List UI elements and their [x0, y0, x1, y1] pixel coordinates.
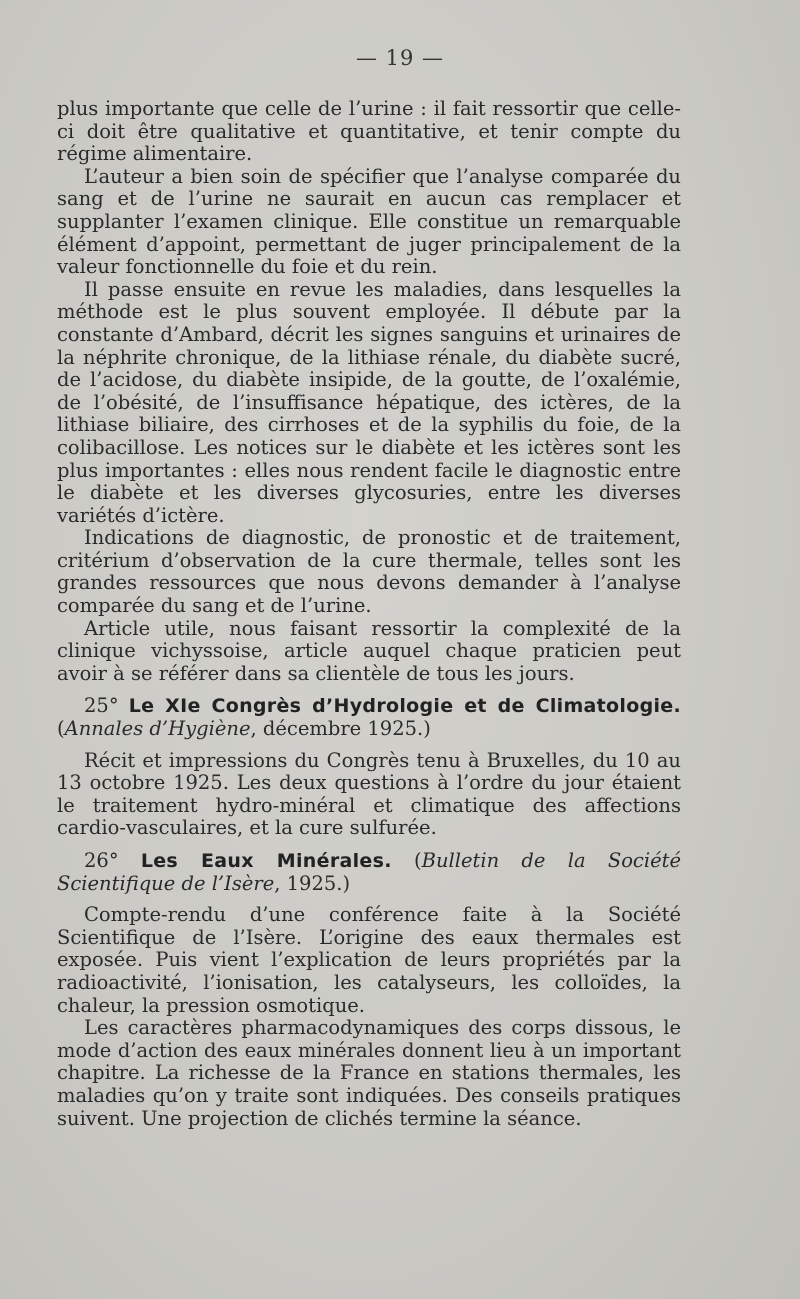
entry-26-source-open: (: [414, 849, 422, 872]
entry-25-title: Le XIe Congrès d’Hydrologie et de Climatologie.: [128, 695, 681, 718]
entry-25-source-date: , décembre 1925.): [250, 717, 431, 741]
entry-25-source-open: (: [57, 717, 65, 741]
entry-26-source-title: Bulletin de la Société Scientifique de l’Isère: [57, 849, 682, 895]
entry-26-body-2: Les caractères pharmacodynamiques des corps dissous, le mode d’action des eaux minérales donnent lieu à un important chapitre. La richesse de la France en stations thermales, les maladies qu’on y traite sont indiquées. Des conseils pratiques suivent. Une projection de clichés termine la séance.: [57, 1016, 681, 1130]
entry-25-heading: [57, 695, 681, 740]
paragraph-diseases: Il passe ensuite en revue les maladies, dans lesquelles la méthode est le plus souvent employée. Il débute par la constante d’Ambard, décrit les signes sanguins et urinaires de la néphrite chronique, de la lithiase rénale, du diabète sucré, de l’acidose, du diabète insipide, de la goutte, de l’oxalémie, de l’obésité, de l’insuffisance hépatique, des ictères, de la lithiase biliaire, des cirrhoses et de la syphilis du foie, de la colibacillose. Les notices sur le diabète et les ictères sont les plus importantes : elles nous rendent facile le diagnostic entre le diabète et les diverses glycosuries, entre les diverses variétés d’ictère.: [57, 277, 681, 527]
page-number: — 19 —: [355, 46, 445, 70]
entry-26-title: Les Eaux Minérales.: [140, 850, 392, 872]
paragraph-conclusion: Article utile, nous faisant ressortir la complexité de la clinique vichyssoise, article auquel chaque praticien peut avoir à se référer dans sa clientèle de tous les jours.: [57, 616, 681, 685]
page-body: [57, 98, 681, 1130]
entry-25-number: 25°: [84, 694, 119, 718]
entry-25-source-title: Annales d’Hygiène: [64, 717, 251, 741]
paragraph-continuation: plus importante que celle de l’urine : il fait ressortir que celle-ci doit être qualitative et quantitative, et tenir compte du régime alimentaire.: [57, 97, 681, 166]
entry-26-number: 26°: [84, 849, 119, 872]
entry-26-body-1: Compte-rendu d’une conférence faite à la Société Scientifique de l’Isère. L’origine des eaux thermales est exposée. Puis vient l’explication de leurs propriétés par la radioactivité, l’ionisation, les catalyseurs, les colloïdes, la chaleur, la pression osmotique.: [57, 903, 681, 1017]
paragraph-indications: Indications de diagnostic, de pronostic et de traitement, critérium d’observation de la cure thermale, telles sont les grandes ressources que nous devons demander à l’analyse comparée du sang et de l’urine.: [57, 526, 681, 618]
entry-25-body: Récit et impressions du Congrès tenu à Bruxelles, du 10 au 13 octobre 1925. Les deux questions à l’ordre du jour étaient le traitement hydro-minéral et climatique des affections cardio-vasculaires, et la cure sulfurée.: [57, 748, 681, 840]
entry-26-heading: [57, 850, 681, 895]
entry-26-source-date: , 1925.): [274, 871, 351, 895]
paragraph-author-note: L’auteur a bien soin de spécifier que l’analyse comparée du sang et de l’urine ne saurait en aucun cas remplacer et supplanter l’examen clinique. Elle constitue un remarquable élément d’appoint, permettant de juger principalement de la valeur fonctionnelle du foie et du rein.: [57, 164, 681, 279]
